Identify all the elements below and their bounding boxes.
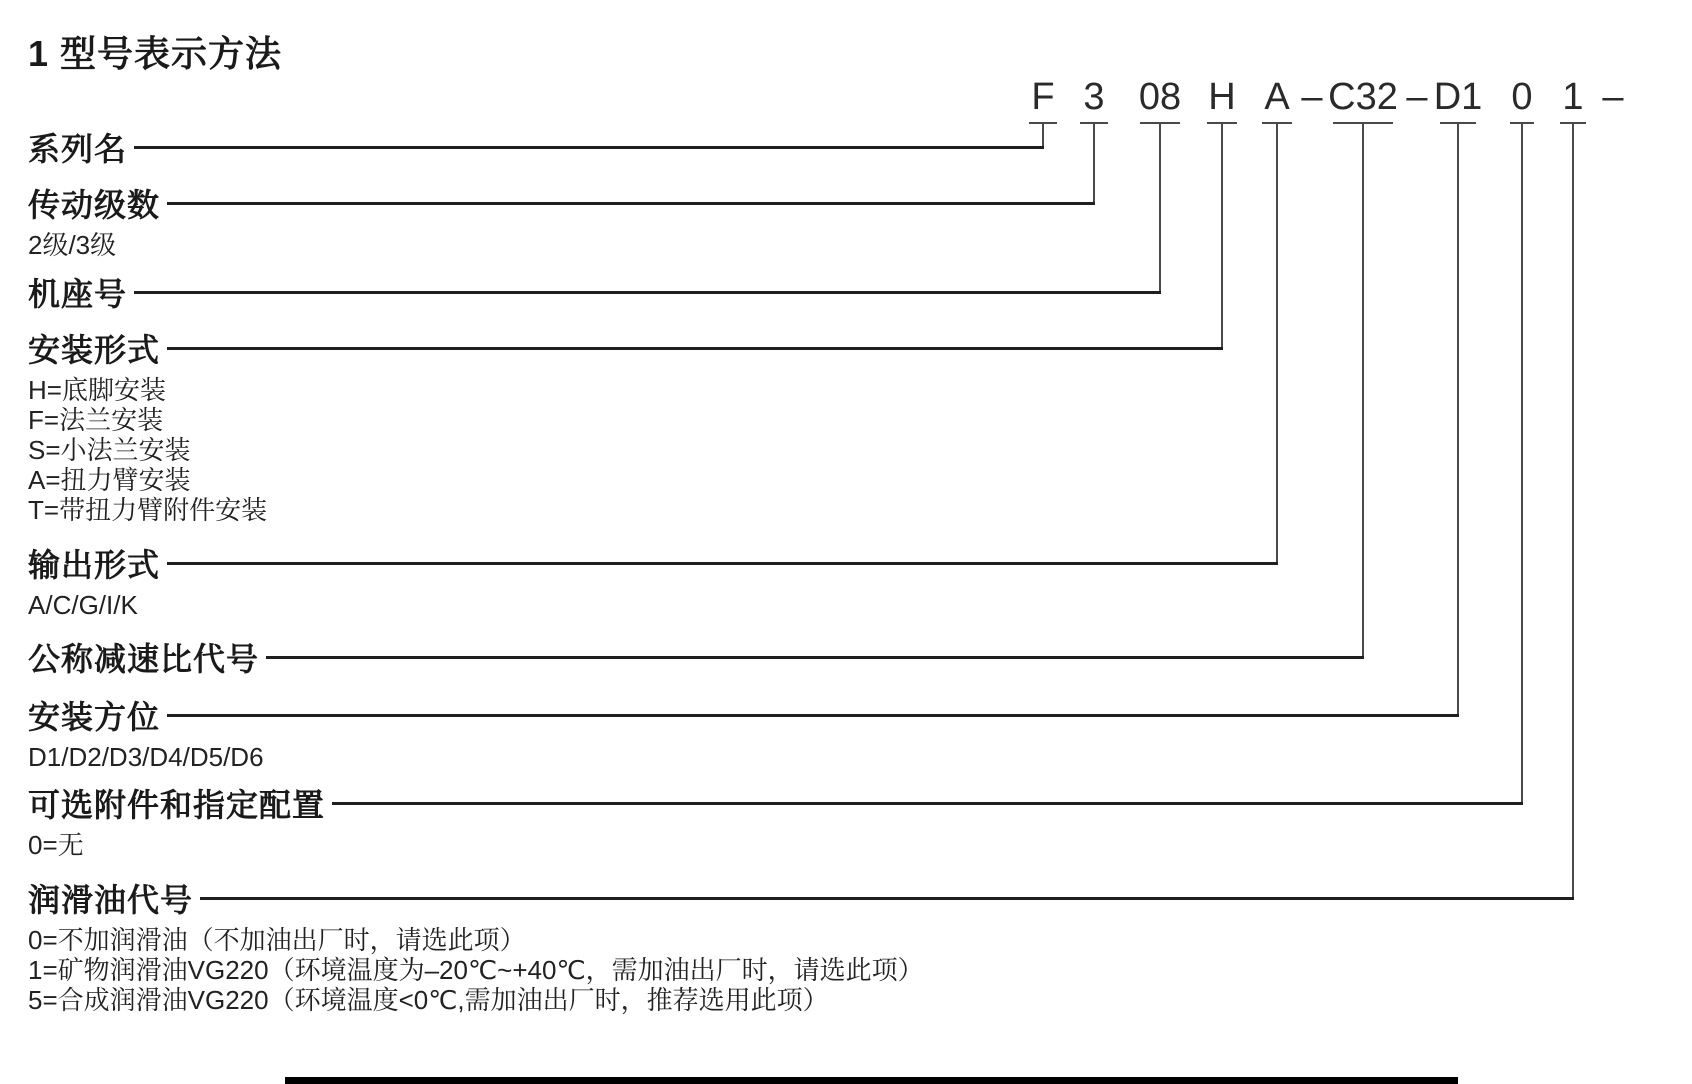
detail-line: 5=合成润滑油VG220（环境温度<0℃,需加油出厂时，推荐选用此项） <box>28 985 829 1015</box>
row-label: 公称减速比代号 <box>28 641 260 677</box>
connector-line-lubricant <box>1572 123 1574 900</box>
leader-line <box>167 714 1459 717</box>
row-details-lubricant <box>28 925 924 1015</box>
row-label: 安装方位 <box>28 699 161 735</box>
designation-row-series <box>28 125 1044 169</box>
code-segment: 1 <box>1562 76 1584 118</box>
designation-row-output <box>28 541 1278 585</box>
designation-row-orientation <box>28 693 1459 737</box>
detail-line: T=带扭力臂附件安装 <box>28 495 268 525</box>
leader-line <box>134 291 1161 294</box>
code-segment: D1 <box>1433 76 1483 118</box>
detail-line: 0=不加润滑油（不加油出厂时，请选此项） <box>28 925 526 955</box>
leader-line <box>167 202 1095 205</box>
detail-line: 0=无 <box>28 830 84 860</box>
leader-line <box>167 562 1278 565</box>
code-segment: F <box>1031 76 1055 118</box>
detail-line: D1/D2/D3/D4/D5/D6 <box>28 742 264 772</box>
detail-line: 1=矿物润滑油VG220（环境温度为–20℃~+40℃，需加油出厂时，请选此项） <box>28 955 924 985</box>
designation-row-lubricant <box>28 876 1574 920</box>
row-label: 输出形式 <box>28 547 161 583</box>
leader-line <box>134 146 1044 149</box>
row-label: 系列名 <box>28 131 128 167</box>
designation-row-accessories <box>28 781 1523 825</box>
code-segment: 0 <box>1511 76 1533 118</box>
designation-row-frame <box>28 270 1161 314</box>
connector-line-accessories <box>1521 123 1523 805</box>
row-label: 可选附件和指定配置 <box>28 787 326 823</box>
detail-line: 2级/3级 <box>28 230 117 260</box>
connector-line-ratio <box>1362 123 1364 659</box>
code-segment: 08 <box>1138 76 1182 118</box>
detail-line: F=法兰安装 <box>28 405 164 435</box>
cropped-table-edge-bar <box>285 1077 1458 1084</box>
row-label: 机座号 <box>28 276 128 312</box>
detail-line: H=底脚安装 <box>28 375 166 405</box>
row-details-stages <box>28 230 116 260</box>
code-segment: – <box>1301 76 1323 118</box>
designation-row-stages <box>28 181 1095 225</box>
detail-line: A/C/G/I/K <box>28 590 138 620</box>
connector-line-mounting <box>1221 123 1223 350</box>
code-segment: – <box>1406 76 1428 118</box>
code-segment: C32 <box>1328 76 1398 118</box>
leader-line <box>332 802 1523 805</box>
code-segment: H <box>1208 76 1236 118</box>
detail-line: S=小法兰安装 <box>28 435 191 465</box>
row-details-output <box>28 590 138 620</box>
row-label: 传动级数 <box>28 187 161 223</box>
row-label: 安装形式 <box>28 332 161 368</box>
page-title: 1 型号表示方法 <box>28 33 283 74</box>
row-details-mounting <box>28 375 267 525</box>
code-segment: – <box>1602 76 1624 118</box>
row-details-orientation <box>28 742 264 772</box>
designation-row-mounting <box>28 326 1223 370</box>
leader-line <box>266 656 1364 659</box>
code-segment: 3 <box>1083 76 1105 118</box>
row-label: 润滑油代号 <box>28 882 194 918</box>
connector-line-frame <box>1159 123 1161 294</box>
leader-line <box>200 897 1574 900</box>
row-details-accessories <box>28 830 84 860</box>
code-segment: A <box>1264 76 1290 118</box>
connector-line-orientation <box>1457 123 1459 717</box>
designation-row-ratio <box>28 635 1364 679</box>
leader-line <box>167 347 1223 350</box>
connector-line-output <box>1276 123 1278 565</box>
detail-line: A=扭力臂安装 <box>28 465 191 495</box>
